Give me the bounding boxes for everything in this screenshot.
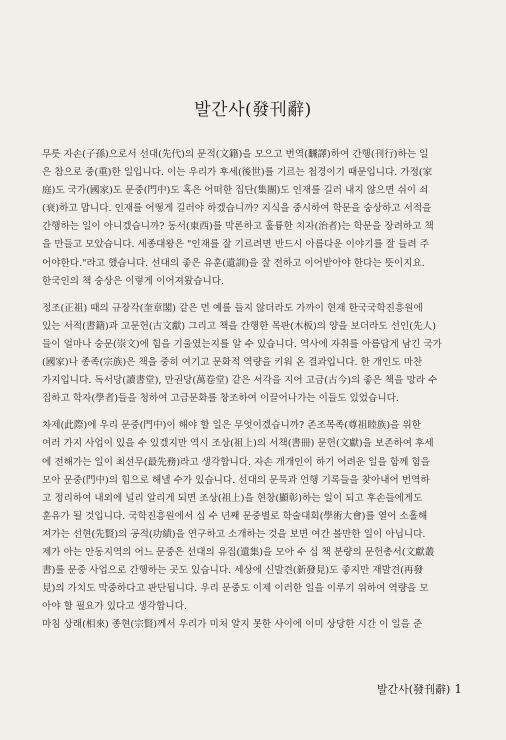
text-line: 에 전해가는 일이 최선무(最先務)라고 생각합니다. 자손 개개인이 하기 어려운 일을 함께 힘을 (42, 456, 430, 468)
paragraph (42, 300, 466, 409)
running-title: 발간사(發刊辭) (376, 683, 451, 696)
text-line: 庭)도 국가(國家)도 문중(門中)도 혹은 어떠한 집단(集團)도 인재를 길러 내지 않으면 쉬이 쇠 (42, 185, 429, 197)
text-line: 가지입니다. 독서당(讀書堂), 만권당(萬卷堂) 같은 서각을 지어 고금(古今)의 좋은 책을 망라 수 (42, 375, 438, 387)
text-line: 아야 할 필요가 있다고 생각합니다. (42, 601, 187, 613)
text-line: 훈유가 될 것입니다. 국학진흥원에서 십 수 년째 문중별로 학술대회(學術大會)를 열어 소홀해 (42, 510, 428, 522)
text-line: 한국인의 책 숭상은 이렇게 이어져왔습니다. (42, 275, 225, 287)
text-line: (國家)나 종족(宗族)은 책을 중히 여기고 문화적 역량을 키워 온 결과입니다. 한 개인도 마찬 (42, 357, 423, 369)
paragraph (42, 417, 466, 616)
text-line: 書)를 문중 사업으로 간행하는 곳도 있습니다. 세상에 신발견(新發見)도 좋지만 재발견(再發 (42, 565, 424, 577)
text-line: 간행하는 일이 아니겠습니까? 동서(東西)를 막론하고 훌륭한 치자(治者)는 학문을 장려하고 책 (42, 221, 434, 233)
text-line: 차제(此際)에 우리 문중(門中)이 해야 할 일은 무엇이겠습니까? 존조목족(尊祖睦族)을 위한 (42, 420, 421, 432)
text-line: 은 참으로 중(重)한 일입니다. 이는 우리가 후세(後世)를 기르는 첩경이기 때문입니다. 가정(家 (42, 167, 433, 179)
text-line: 집하고 학자(學者)들을 청하여 고급문화를 창조하여 이끌어나가는 이들도 있었습니다. (42, 393, 399, 405)
text-line: 을 만들고 모았습니다. 세종대왕은 "인재를 잘 기르려면 반드시 아름다운 이야기를 잘 들려 주 (42, 239, 429, 251)
text-line: 있는 서적(書籍)과 고문헌(古文獻) 그리고 책을 간행한 목판(木板)의 양을 보더라도 선인(先人) (42, 320, 436, 332)
text-line: 여러 가지 사업이 있을 수 있겠지만 역시 조상(祖上)의 서책(書冊) 문헌(文獻)을 보존하여 후세 (42, 438, 434, 450)
text-line: (衰)하고 맙니다. 인재를 어떻게 길러야 하겠습니까? 지식을 중시하여 학문을 숭상하고 서적을 (42, 203, 432, 215)
page-number: 1 (454, 682, 462, 696)
text-line: 모아 문중(門中)의 힘으로 해낼 수가 있습니다. 선대의 문묵과 언행 기록들을 찾아내어 번역하 (42, 474, 430, 486)
text-line: 져가는 선현(先賢)의 공적(功績)을 연구하고 소개하는 것을 보면 여간 볼만한 일이 아닙니다. (42, 528, 426, 540)
page-footer (377, 681, 462, 697)
text-line: 정조(正祖) 때의 규장각(奎章閣) 같은 먼 예를 들지 않더라도 가까이 현재 한국국학진흥원에 (42, 302, 423, 314)
text-line: 見)의 가치도 막중하다고 판단됩니다. 우리 문중도 이제 이러한 일을 이루기 위하여 역량을 모 (42, 583, 429, 595)
text-line: 고 정리하여 내외에 널리 알리게 되면 조상(祖上)을 현창(顯彰)하는 일이 되고 후손들에게도 (42, 492, 423, 504)
page-title: 발간사(發刊辭) (194, 100, 312, 120)
paragraph (42, 616, 466, 634)
text-line: 무릇 자손(子孫)으로서 선대(先代)의 문적(文籍)을 모으고 번역(飜譯)하여 간행(刊行)하는 일 (42, 149, 429, 160)
paragraph (42, 146, 466, 291)
text-line: 제가 아는 안동지역의 어느 문중은 선대의 유집(遺集)을 모아 수 십 책 분량의 문헌총서(文獻叢 (42, 546, 435, 558)
body-text (42, 146, 466, 634)
text-line: 들이 얼마나 숭문(崇文)에 힘을 기울였는지를 알 수 있습니다. 역사에 자취를 아름답게 남긴 국가 (42, 338, 442, 350)
text-line: 마침 상래(相來) 종현(宗賢)께서 우리가 미처 알지 못한 사이에 이미 상당한 시간 이 일을 준 (42, 619, 423, 631)
text-line: 어야한다."라고 했습니다. 선대의 좋은 유훈(遺訓)을 잘 전하고 이어받아야 한다는 뜻이지요. (42, 257, 425, 269)
